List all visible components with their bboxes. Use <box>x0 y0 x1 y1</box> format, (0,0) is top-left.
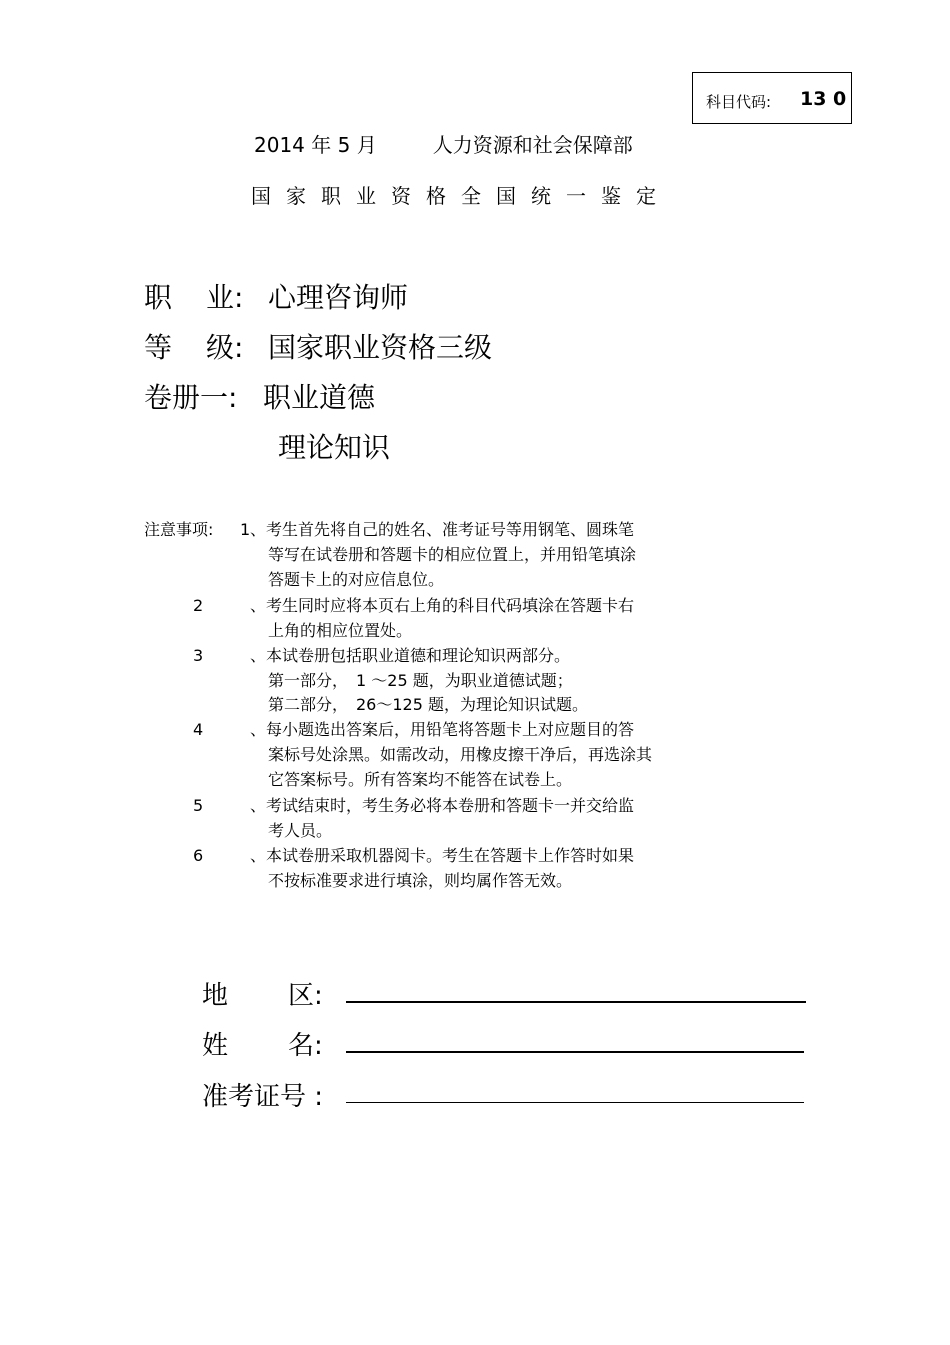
note-number: 5 <box>193 796 204 815</box>
level-value: 国家职业资格三级 <box>268 331 493 364</box>
volume-label: 卷册一: <box>144 381 238 414</box>
note-line: 答题卡上的对应信息位。 <box>268 570 445 589</box>
volume-value-2: 理论知识 <box>278 431 391 464</box>
exam-id-input-line[interactable] <box>346 1102 804 1103</box>
note-line: 它答案标号。所有答案均不能答在试卷上。 <box>268 770 573 789</box>
region-input-line[interactable] <box>346 1001 806 1003</box>
subject-code-label: 科目代码: <box>706 93 772 111</box>
region-label-1: 地 <box>202 981 229 1011</box>
occupation-value: 心理咨询师 <box>268 281 409 314</box>
exam-id-label: 准考证号 : <box>202 1082 324 1112</box>
occupation-label-1: 职 <box>144 281 173 314</box>
subject-code-value: 13 0 <box>800 88 847 110</box>
name-label-1: 姓 <box>202 1031 229 1061</box>
note-line: 上角的相应位置处。 <box>268 621 413 640</box>
level-label-1: 等 <box>144 331 173 364</box>
note-line: 、考试结束时，考生务必将本卷册和答题卡一并交给监 <box>250 796 635 815</box>
note-line: 第一部分， 1 ～25 题，为职业道德试题； <box>268 671 573 690</box>
notes-title: 注意事项: <box>144 520 214 539</box>
note-line: 第二部分， 26～125 题，为理论知识试题。 <box>268 695 588 714</box>
note-line: 等写在试卷册和答题卡的相应位置上，并用铅笔填涂 <box>268 545 637 564</box>
note-number: 2 <box>193 596 204 615</box>
volume-value-1: 职业道德 <box>263 381 376 414</box>
note-line: 、本试卷册包括职业道德和理论知识两部分。 <box>250 646 571 665</box>
name-input-line[interactable] <box>346 1051 804 1053</box>
note-line: 考人员。 <box>268 821 333 840</box>
note-line: 不按标准要求进行填涂，则均属作答无效。 <box>268 871 573 890</box>
note-line: 、考生首先将自己的姓名、准考证号等用钢笔、圆珠笔 <box>250 520 635 539</box>
note-number: 4 <box>193 720 204 739</box>
note-number: 1 <box>240 520 251 539</box>
issuing-org: 人力资源和社会保障部 <box>432 133 633 157</box>
note-line: 案标号处涂黑。如需改动，用橡皮擦干净后，再选涂其 <box>268 745 653 764</box>
note-line: 、每小题选出答案后，用铅笔将答题卡上对应题目的答 <box>250 720 635 739</box>
note-number: 6 <box>193 846 204 865</box>
region-label-2: 区: <box>288 981 323 1011</box>
occupation-label-2: 业: <box>206 281 244 314</box>
note-line: 、本试卷册采取机器阅卡。考生在答题卡上作答时如果 <box>250 846 635 865</box>
level-label-2: 级: <box>206 331 244 364</box>
issue-date: 2014 年 5 月 <box>254 133 377 157</box>
name-label-2: 名: <box>288 1031 323 1061</box>
note-number: 3 <box>193 646 204 665</box>
note-line: 、考生同时应将本页右上角的科目代码填涂在答题卡右 <box>250 596 635 615</box>
issue-line <box>254 129 633 158</box>
certification-title: 国家职业资格全国统一鉴定 <box>251 184 671 208</box>
